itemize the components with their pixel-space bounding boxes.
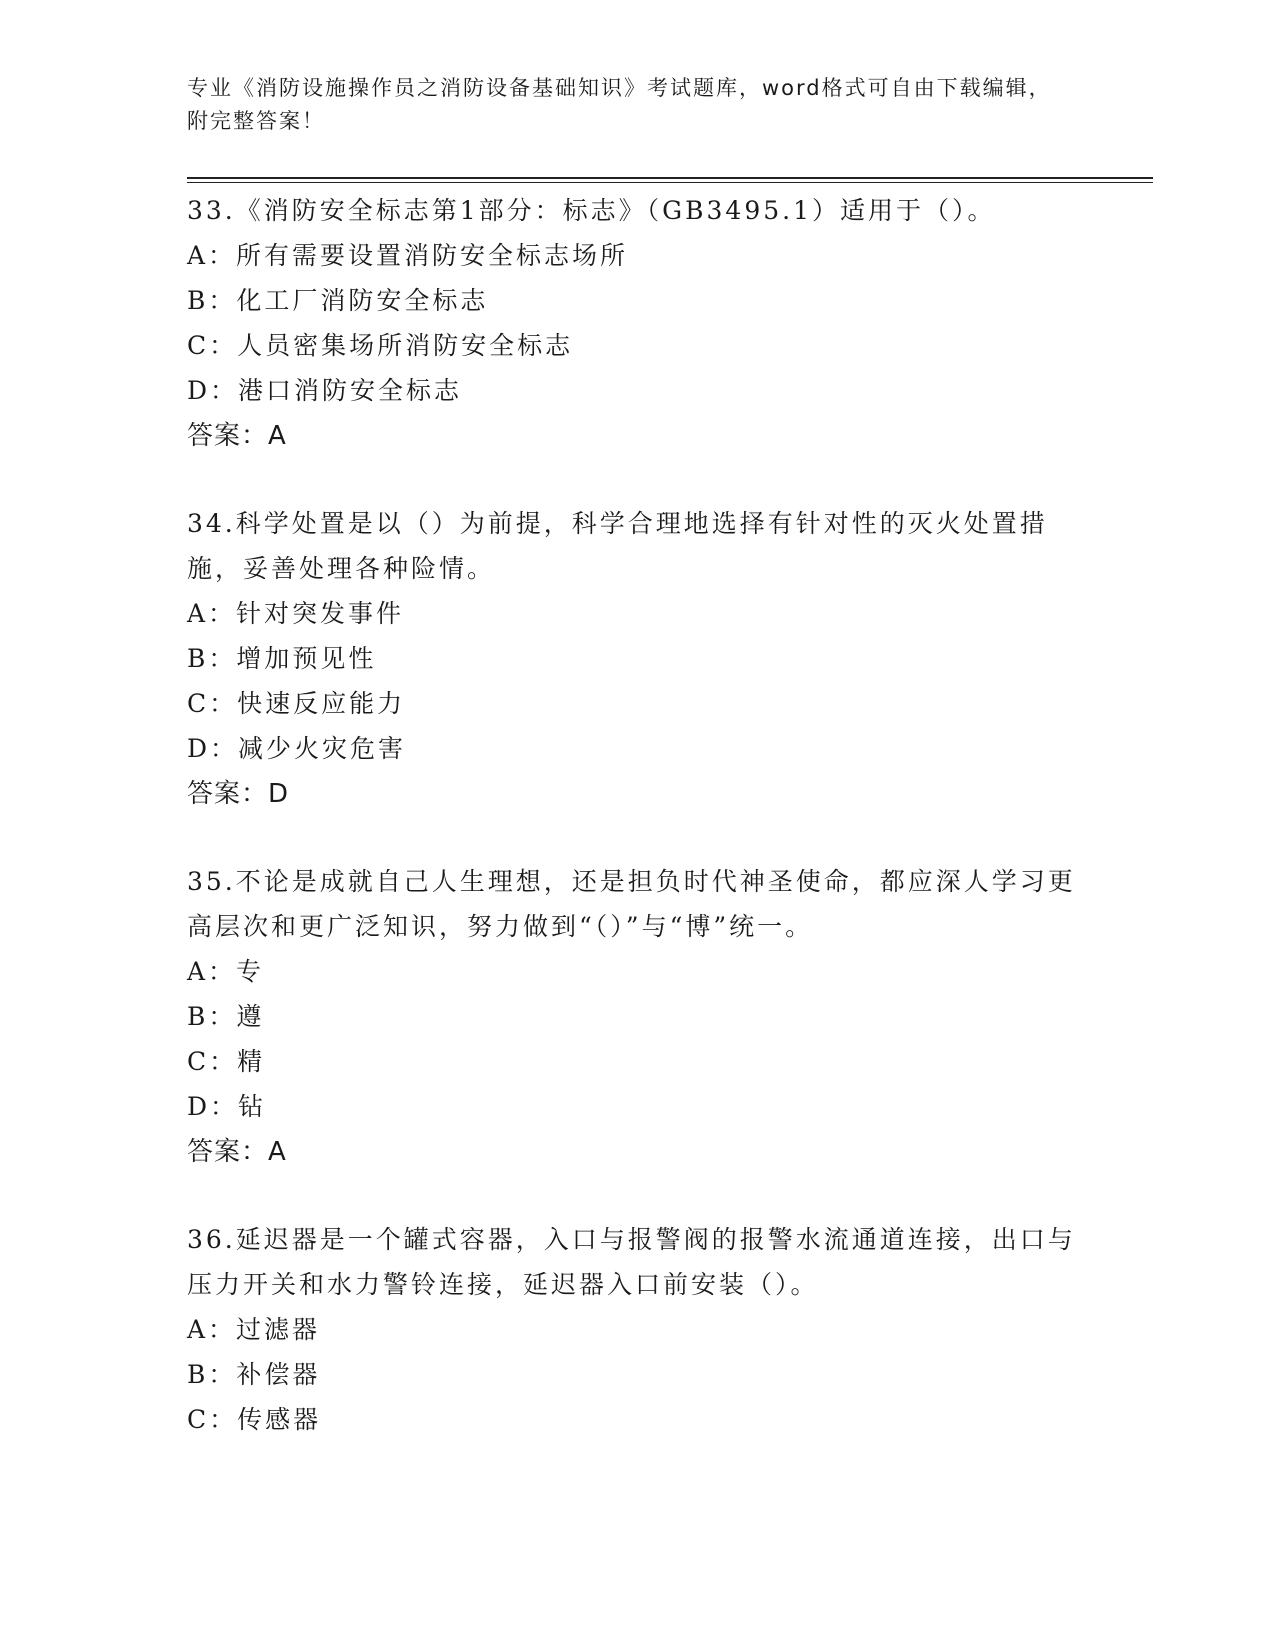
- option-d: D：减少火灾危害: [187, 734, 407, 763]
- answer-line: 答案：D: [187, 779, 290, 809]
- question-stem: 33.《消防安全标志第1部分：标志》（GB3495.1）适用于（）。: [187, 196, 996, 225]
- option-a: A：针对突发事件: [187, 599, 405, 628]
- question-34: [187, 501, 1077, 817]
- question-35: [187, 859, 1077, 1175]
- option-c: C：精: [187, 1047, 266, 1076]
- header-divider-thick: [187, 177, 1153, 179]
- option-b: B：补偿器: [187, 1360, 321, 1389]
- answer-line: 答案：A: [187, 1137, 287, 1167]
- question-stem: 34.科学处置是以（）为前提，科学合理地选择有针对性的灭火处置措施，妥善处理各种险情。: [187, 509, 1048, 583]
- option-d: D：钻: [187, 1092, 267, 1121]
- option-b: B：遵: [187, 1002, 265, 1031]
- option-a: A：所有需要设置消防安全标志场所: [187, 241, 629, 270]
- question-33: [187, 188, 1077, 459]
- option-c: C：人员密集场所消防安全标志: [187, 331, 574, 360]
- option-c: C：快速反应能力: [187, 689, 406, 718]
- question-stem: 35.不论是成就自己人生理想，还是担负时代神圣使命，都应深人学习更高层次和更广泛知识，努力做到“（）”与“博”统一。: [187, 867, 1076, 941]
- answer-line: 答案：A: [187, 421, 287, 451]
- option-a: A：专: [187, 957, 265, 986]
- option-a: A：过滤器: [187, 1315, 321, 1344]
- option-c: C：传感器: [187, 1405, 322, 1434]
- question-list: [187, 188, 1077, 1484]
- header-divider-thin: [187, 182, 1153, 183]
- question-36: [187, 1217, 1077, 1442]
- option-b: B：化工厂消防安全标志: [187, 286, 489, 315]
- option-b: B：增加预见性: [187, 644, 377, 673]
- option-d: D：港口消防安全标志: [187, 376, 463, 405]
- question-stem: 36.延迟器是一个罐式容器，入口与报警阀的报警水流通道连接，出口与压力开关和水力警铃连接，延迟器入口前安装（）。: [187, 1225, 1076, 1299]
- document-header: 专业《消防设施操作员之消防设备基础知识》考试题库，word格式可自由下载编辑，附完整答案！: [187, 76, 1052, 133]
